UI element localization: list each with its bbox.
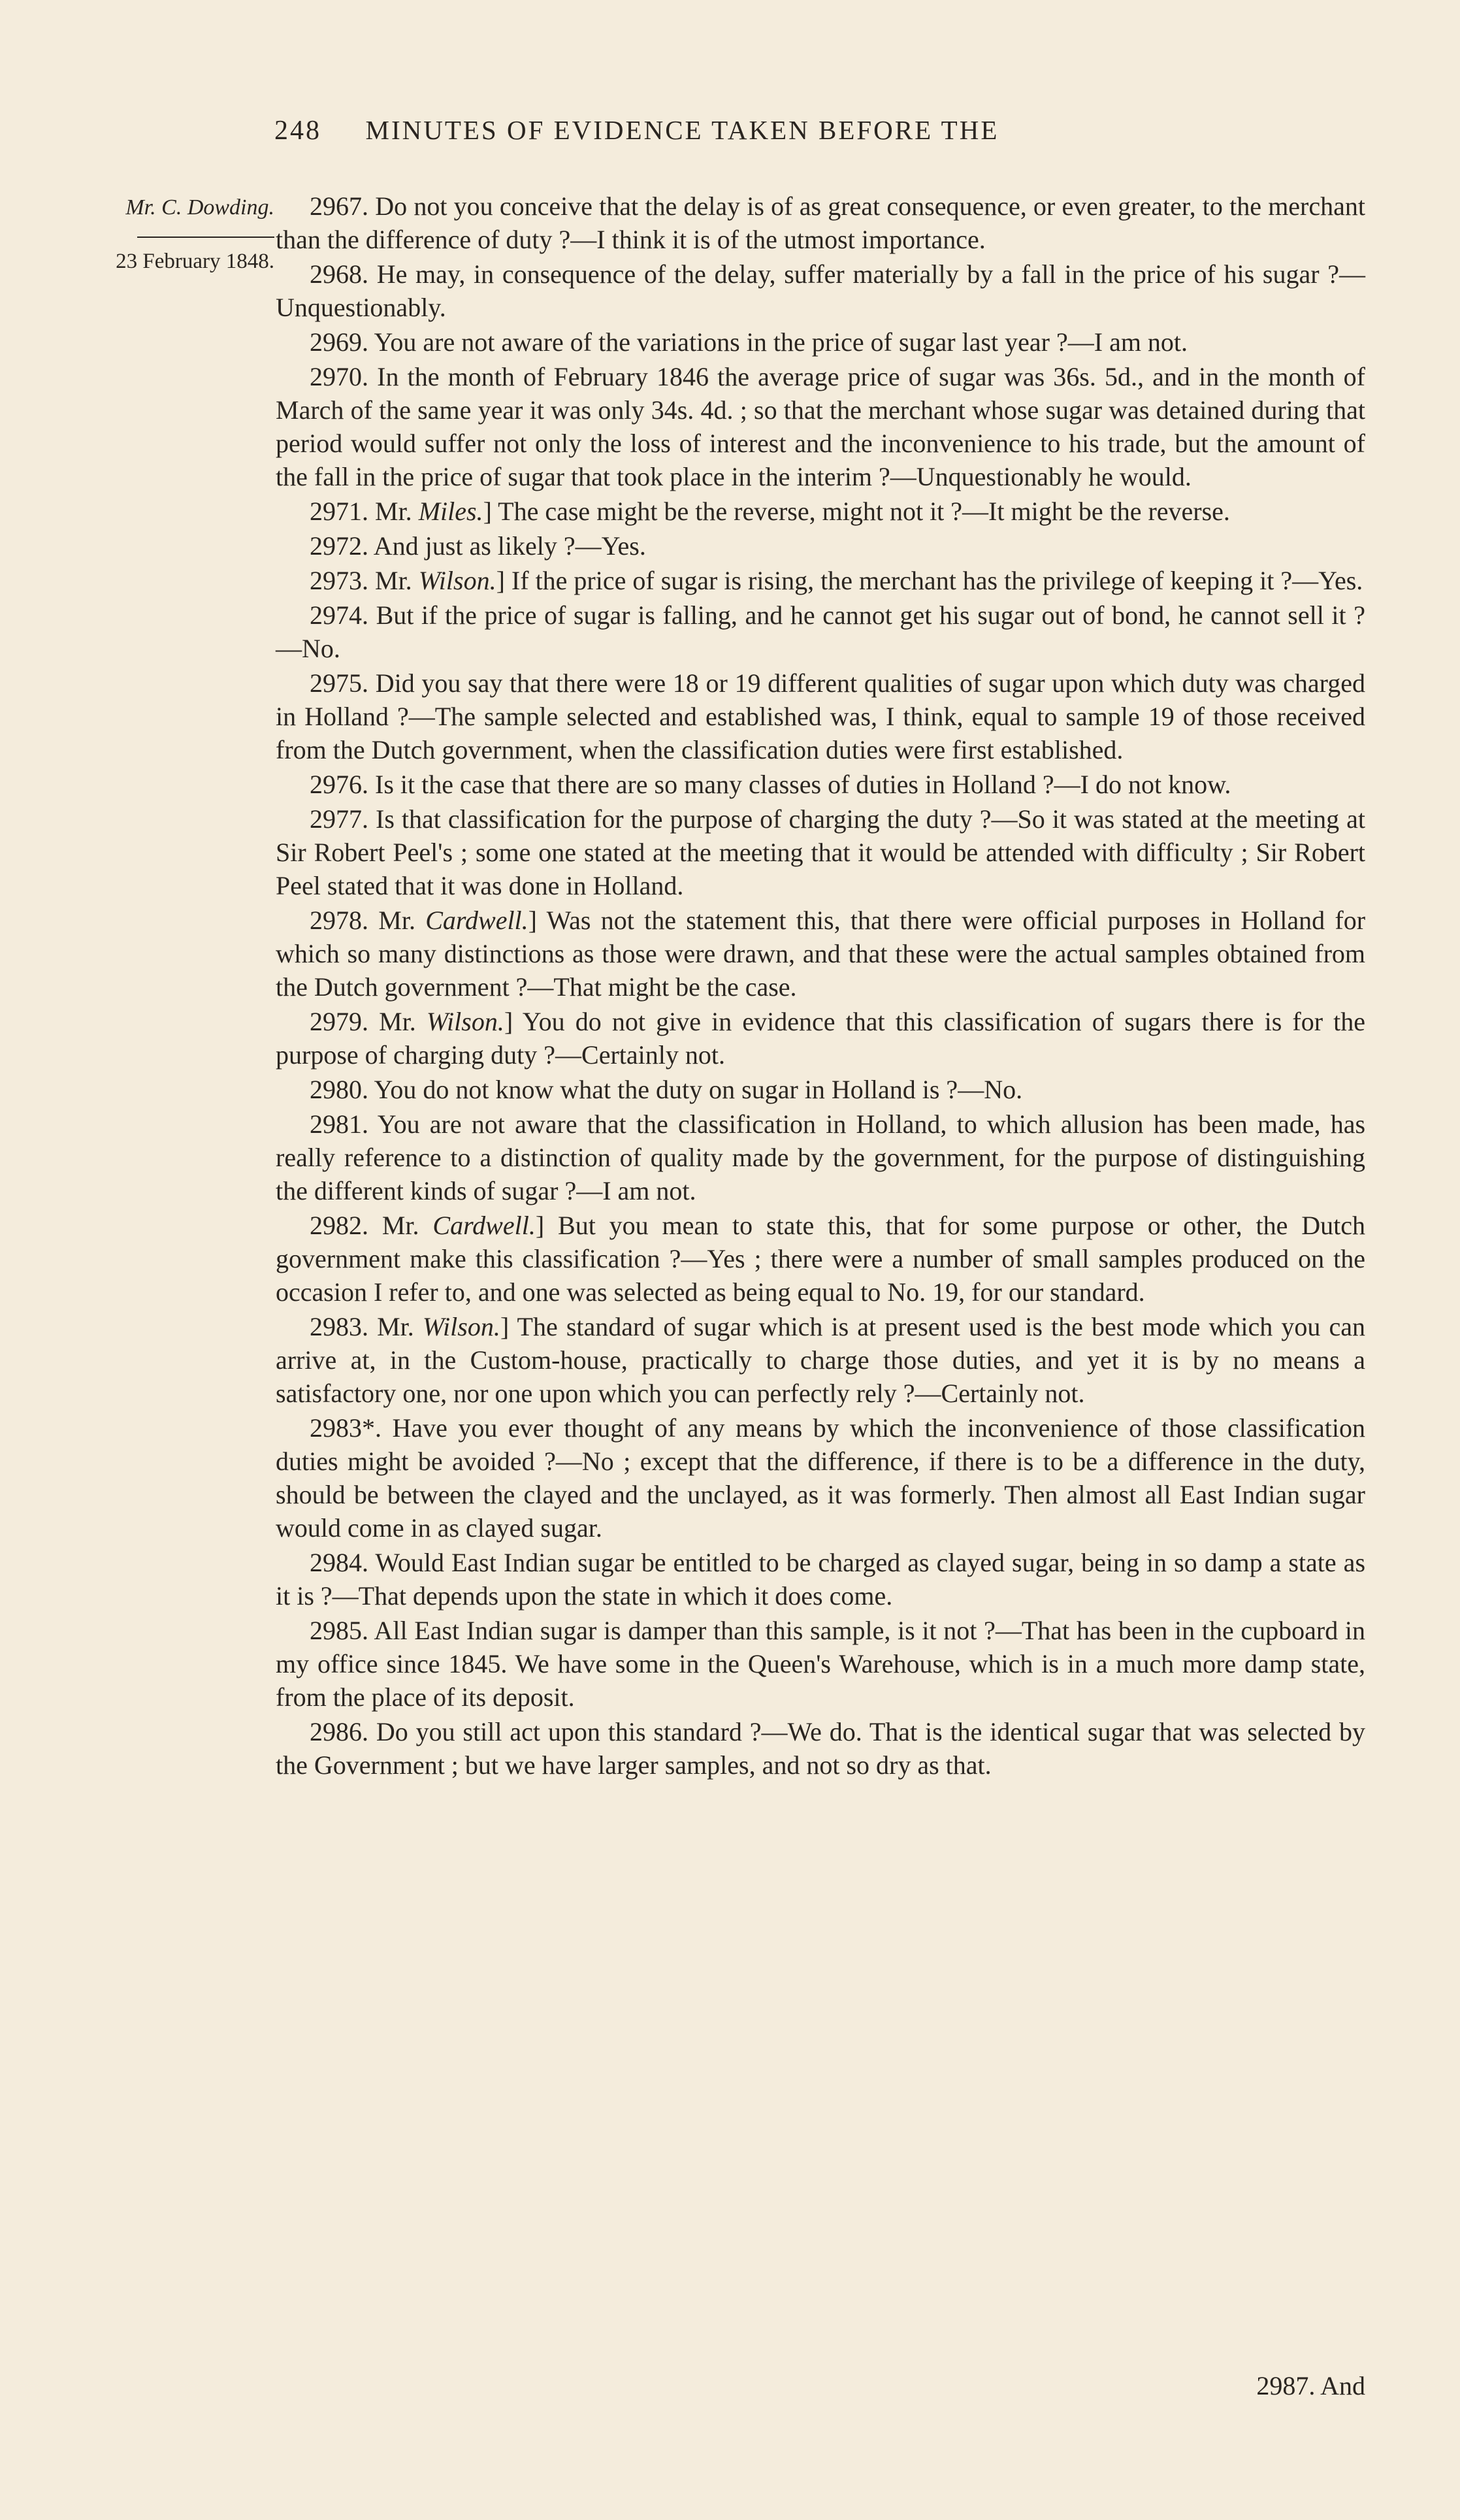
question-answer-text: Was not the statement this, that there were official purposes in Holland for which so many distinctions as those were drawn, and that these were the actual samples obtained from the Dutch government ?—That might be the case.: [276, 906, 1366, 1002]
witness-name: Mr. C. Dowding.: [125, 195, 274, 220]
evidence-text: [276, 189, 1365, 1783]
speaker-prefix: Mr.: [377, 1312, 423, 1341]
question-answer-text: You do not know what the duty on sugar in Holland is ?—No.: [374, 1075, 1023, 1104]
evidence-paragraph: [276, 189, 1365, 256]
speaker-prefix: Mr.: [379, 1007, 427, 1036]
question-answer-text: Have you ever thought of any means by which the inconvenience of those classification duties might be avoided ?—No ; except that the difference, if there is to be a difference in the duty, should be between the clayed and the unclayed, as it was formerly. Then almost all East Indian sugar would come in as clayed sugar.: [276, 1413, 1366, 1543]
speaker-prefix: Mr.: [375, 566, 419, 595]
question-number: 2970.: [310, 362, 368, 391]
speaker-name: Miles.: [418, 497, 483, 526]
running-title: MINUTES OF EVIDENCE TAKEN BEFORE THE: [365, 115, 999, 145]
evidence-paragraph: [276, 904, 1365, 1004]
evidence-paragraph: [276, 1411, 1365, 1545]
question-number: 2980.: [310, 1075, 368, 1104]
evidence-paragraph: [276, 1073, 1365, 1106]
evidence-paragraph: [276, 666, 1365, 766]
speaker-bracket: ]: [528, 906, 537, 935]
evidence-paragraph: [276, 1546, 1365, 1612]
question-answer-text: Would East Indian sugar be entitled to be charged as clayed sugar, being in so damp a state as it is ?—That depends upon the state in which it does come.: [276, 1548, 1366, 1611]
evidence-paragraph: [276, 325, 1365, 359]
question-number: 2969.: [310, 327, 368, 357]
question-answer-text: But you mean to state this, that for some purpose or other, the Dutch government make this classification ?—Yes ; there were a number of small samples produced on the occasion I refer to, and one was selected as being equal to No. 19, for our standard.: [276, 1211, 1366, 1307]
question-number: 2981.: [310, 1109, 368, 1139]
speaker-bracket: ]: [496, 566, 505, 595]
question-number: 2975.: [310, 668, 368, 698]
speaker-prefix: Mr.: [378, 906, 426, 935]
margin-notes: [59, 191, 274, 278]
evidence-paragraph: [276, 1614, 1365, 1714]
question-answer-text: The standard of sugar which is at present used is the best mode which you can arrive at, in the Custom-house, practically to charge those duties, and yet it is by no means a satisfactory one, nor one upon which you can perfectly rely ?—Certainly not.: [276, 1312, 1366, 1408]
question-answer-text: The case might be the reverse, might not it ?—It might be the reverse.: [498, 497, 1230, 526]
question-number: 2967.: [310, 191, 368, 221]
question-answer-text: You are not aware of the variations in the price of sugar last year ?—I am not.: [374, 327, 1188, 357]
question-answer-text: All East Indian sugar is damper than this sample, is it not ?—That has been in the cupboard in my office since 1845. We have some in the Queen's Warehouse, which is in a much more damp state, from the place of its deposit.: [276, 1616, 1366, 1712]
question-number: 2976.: [310, 770, 368, 799]
question-answer-text: But if the price of sugar is falling, and he cannot get his sugar out of bond, he cannot sell it ?—No.: [276, 600, 1365, 663]
catchword: 2987. And: [1256, 2371, 1365, 2400]
question-answer-text: Is it the case that there are so many classes of duties in Holland ?—I do not know.: [375, 770, 1231, 799]
question-number: 2985.: [310, 1616, 368, 1645]
speaker-name: Cardwell.: [425, 906, 528, 935]
evidence-paragraph: [276, 802, 1365, 902]
question-answer-text: You do not give in evidence that this classification of sugars there is for the purpose of charging duty ?—Certainly not.: [276, 1007, 1366, 1070]
evidence-paragraph: [276, 1310, 1365, 1410]
question-number: 2973.: [310, 566, 368, 595]
question-answer-text: Is that classification for the purpose of charging the duty ?—So it was stated at the meeting at Sir Robert Peel's ; some one stated at the meeting that it would be attended with difficulty ; Sir Robert Peel stated that it was done in Holland.: [276, 804, 1365, 900]
question-answer-text: Do you still act upon this standard ?—We do. That is the identical sugar that was selected by the Government ; but we have larger samples, and not so dry as that.: [276, 1717, 1365, 1780]
evidence-paragraph: [276, 564, 1365, 597]
question-number: 2977.: [310, 804, 368, 834]
question-answer-text: You are not aware that the classification in Holland, to which allusion has been made, has really reference to a distinction of quality made by the government, for the purpose of distinguishing the different kinds of sugar ?—I am not.: [276, 1109, 1366, 1205]
evidence-paragraph: [276, 1107, 1365, 1207]
evidence-paragraph: [276, 257, 1365, 324]
question-number: 2971.: [310, 497, 368, 526]
speaker-bracket: ]: [504, 1007, 513, 1036]
speaker-prefix: Mr.: [381, 1211, 433, 1240]
evidence-paragraph: [276, 768, 1365, 801]
speaker-prefix: Mr.: [375, 497, 419, 526]
question-number: 2979.: [310, 1007, 368, 1036]
page-number: 248: [274, 116, 321, 146]
question-answer-text: He may, in consequence of the delay, suffer materially by a fall in the price of his sugar ?—Unquestionably.: [276, 259, 1365, 322]
hearing-date: 23 February 1848.: [116, 250, 274, 273]
question-number: 2984.: [310, 1548, 368, 1577]
speaker-name: Cardwell.: [432, 1211, 536, 1240]
question-answer-text: In the month of February 1846 the average price of sugar was 36s. 5d., and in the month of March of the same year it was only 34s. 4d. ; so that the merchant whose sugar was detained during that period would suffer not only the loss of interest and the inconvenience to his trade, but the amount of the fall in the price of sugar that took place in the interim ?—Unquestionably he would.: [276, 362, 1366, 491]
speaker-name: Wilson.: [422, 1312, 500, 1341]
question-number: 2968.: [310, 259, 368, 289]
speaker-bracket: ]: [483, 497, 492, 526]
evidence-paragraph: [276, 598, 1365, 665]
question-number: 2972.: [310, 531, 368, 561]
evidence-paragraph: [276, 1209, 1365, 1309]
speaker-bracket: ]: [535, 1211, 545, 1240]
speaker-bracket: ]: [500, 1312, 510, 1341]
margin-rule: [137, 237, 274, 238]
speaker-name: Wilson.: [418, 566, 496, 595]
question-answer-text: Did you say that there were 18 or 19 different qualities of sugar upon which duty was charged in Holland ?—The sample selected and established was, I think, equal to sample 19 of those received from the Dutch government, when the classification duties were first established.: [276, 668, 1366, 764]
evidence-paragraph: [276, 1715, 1365, 1782]
question-answer-text: And just as likely ?—Yes.: [373, 531, 646, 561]
question-answer-text: Do not you conceive that the delay is of as great consequence, or even greater, to the merchant than the difference of duty ?—I think it is of the utmost importance.: [276, 191, 1366, 254]
speaker-name: Wilson.: [426, 1007, 504, 1036]
question-number: 2986.: [310, 1717, 368, 1746]
evidence-paragraph: [276, 360, 1365, 493]
question-number: 2982.: [310, 1211, 368, 1240]
question-number: 2978.: [310, 906, 368, 935]
evidence-paragraph: [276, 495, 1365, 528]
question-number: 2983.: [310, 1312, 368, 1341]
question-number: 2974.: [310, 600, 368, 630]
evidence-paragraph: [276, 1005, 1365, 1072]
question-answer-text: If the price of sugar is rising, the merchant has the privilege of keeping it ?—Yes.: [511, 566, 1363, 595]
question-number: 2983*.: [310, 1413, 381, 1443]
page-header: [274, 114, 1372, 146]
evidence-paragraph: [276, 529, 1365, 563]
